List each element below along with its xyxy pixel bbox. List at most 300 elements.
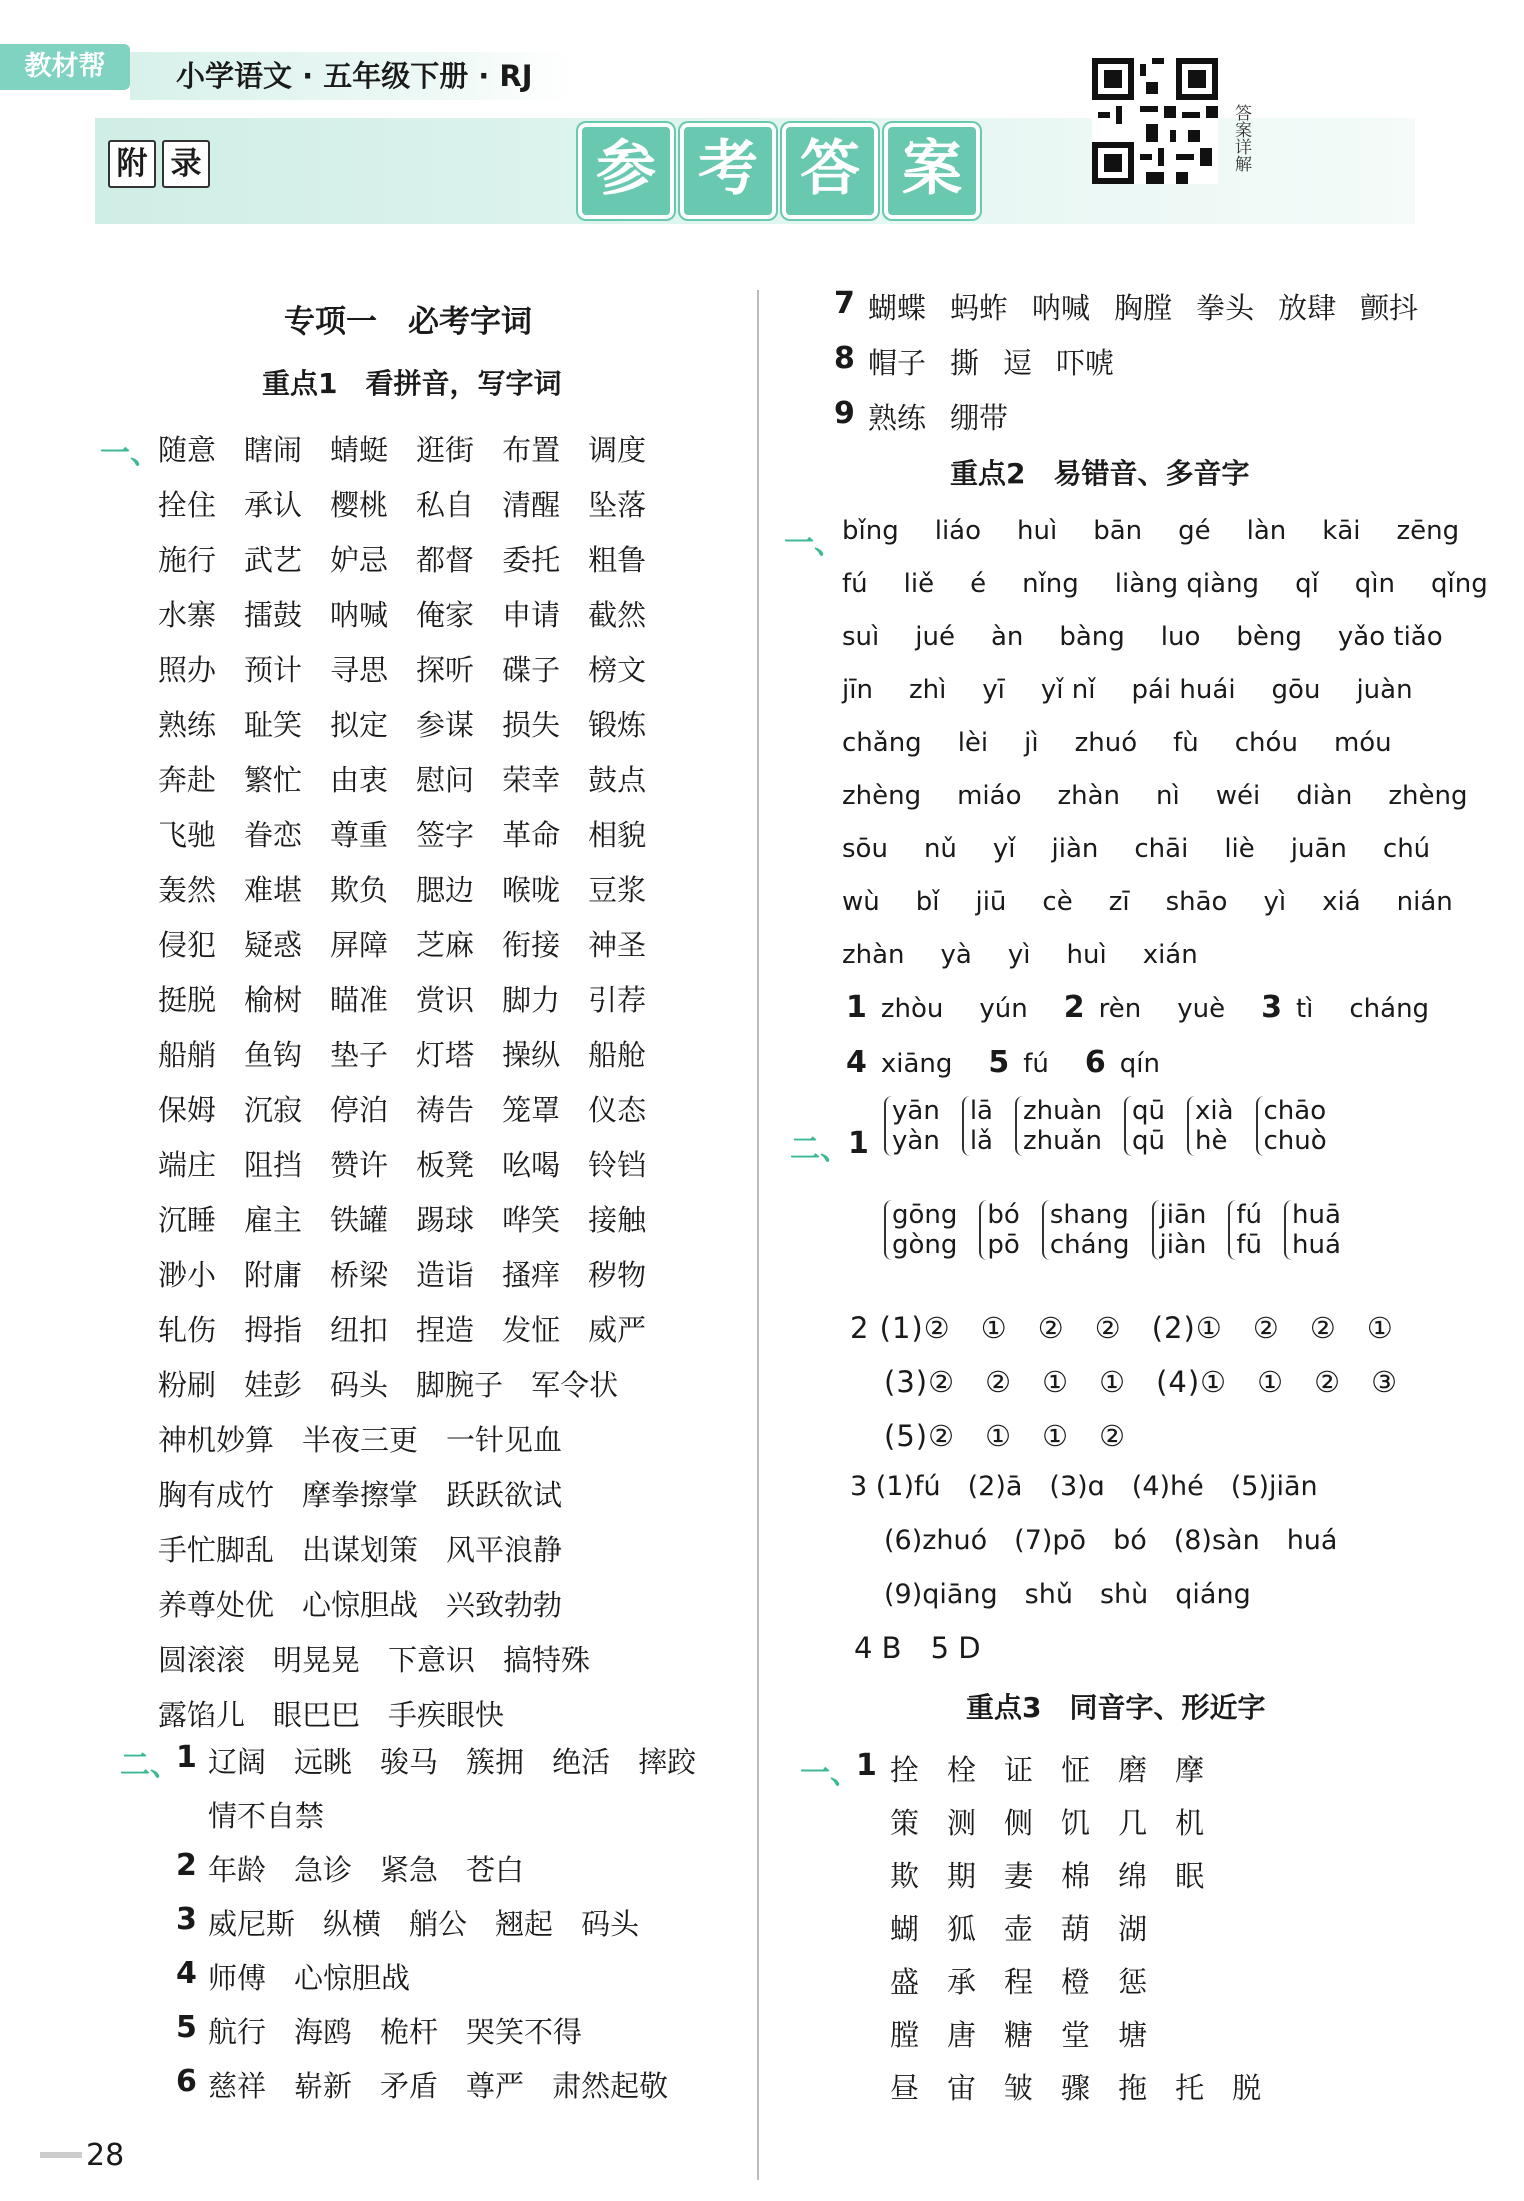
answer-word: 施行 — [158, 543, 217, 577]
reading-top: gōng — [892, 1200, 958, 1230]
pinyin-answer: nǐng — [1022, 569, 1079, 599]
pinyin-answer: nián — [1396, 887, 1453, 917]
appendix-char: 附 — [108, 140, 156, 188]
question-number: 3 — [176, 1902, 197, 1937]
answer-word: 樱桃 — [330, 488, 389, 522]
answer-word: 尊严 — [466, 2069, 525, 2103]
answer-line: (9)qiāng shǔ shù qiáng — [884, 1579, 1251, 1610]
pinyin-answer: chú — [1382, 834, 1431, 864]
pinyin-row — [842, 569, 1524, 599]
brace-pair — [1152, 1200, 1207, 1260]
answer-word: 都督 — [416, 543, 475, 577]
answer-word: 武艺 — [244, 543, 303, 577]
answer-word: 纽扣 — [330, 1313, 389, 1347]
answer-word: 绷带 — [950, 401, 1009, 435]
pinyin-answer: nì — [1156, 781, 1180, 811]
pinyin-answer: huì — [1017, 516, 1058, 546]
polyphone-brace — [1228, 1200, 1262, 1260]
answer-word: 侵犯 — [158, 928, 217, 962]
part-label: 二、 — [790, 1132, 850, 1167]
answer-word: 呐喊 — [330, 598, 389, 632]
pinyin-answer: fú — [1023, 1049, 1049, 1079]
answer-word: 沉睡 — [158, 1203, 217, 1237]
answer-word: 心惊胆战 — [302, 1588, 419, 1622]
polyphone-brace — [1124, 1096, 1165, 1156]
pinyin-answer: sōu — [842, 834, 888, 864]
qr-caption: 答案详解 — [1231, 104, 1251, 172]
polyphone-brace — [1015, 1096, 1102, 1156]
pinyin-row — [842, 940, 1234, 970]
answer-char: 测 — [947, 1806, 977, 1840]
polyphone-brace — [1256, 1096, 1327, 1156]
answer-word: 吆喝 — [502, 1148, 561, 1182]
answer-word: 调度 — [588, 433, 647, 467]
pinyin-answer: zhì — [908, 675, 947, 705]
answer-word: 纵横 — [323, 1907, 382, 1941]
answer-char: 磨 — [1118, 1753, 1148, 1787]
word-row — [158, 868, 674, 909]
pinyin-answer: huì — [1066, 940, 1107, 970]
answer-word: 娃彭 — [244, 1368, 303, 1402]
answer-word: 疑惑 — [244, 928, 303, 962]
part-label: 二、 — [120, 1748, 180, 1783]
reading-bottom: jiàn — [1159, 1230, 1207, 1260]
answer-word: 仪态 — [588, 1093, 647, 1127]
reading-bottom: chuò — [1263, 1126, 1327, 1156]
answer-word: 蚂蚱 — [950, 291, 1009, 325]
pinyin-answer: jīn — [842, 675, 873, 705]
brace-pair — [1042, 1200, 1130, 1260]
pinyin-answer: qín — [1119, 1049, 1161, 1079]
question-number: 7 — [834, 286, 855, 321]
answer-word: 俺家 — [416, 598, 475, 632]
title-char: 案 — [884, 123, 980, 219]
question-number: 4 — [846, 1045, 867, 1080]
answer-word: 妒忌 — [330, 543, 389, 577]
pinyin-answer: diàn — [1296, 781, 1353, 811]
polyphone-brace — [884, 1200, 957, 1260]
pinyin-answer: yī — [982, 675, 1005, 705]
answer-word: 踢球 — [416, 1203, 475, 1237]
reading-top: xià — [1194, 1096, 1234, 1126]
answer-word: 桅杆 — [380, 2015, 439, 2049]
part-label: 一、 — [800, 1756, 860, 1791]
answer-word: 铁罐 — [330, 1203, 389, 1237]
word-row — [158, 648, 674, 689]
pinyin-answer: rèn — [1098, 994, 1142, 1024]
answer-word: 师傅 — [208, 1961, 267, 1995]
word-row — [158, 1638, 618, 1679]
pinyin-answer: zhèng — [1388, 781, 1468, 811]
pinyin-row — [846, 1045, 1196, 1080]
pinyin-answer: yǐ nǐ — [1040, 675, 1096, 705]
answer-word: 腮边 — [416, 873, 475, 907]
answer-word: 预计 — [244, 653, 303, 687]
pinyin-answer: jiàn — [1051, 834, 1099, 864]
question-number: 4 — [176, 1956, 197, 1991]
answer-char: 承 — [947, 1965, 977, 1999]
answer-word: 情不自禁 — [208, 1799, 325, 1833]
answer-word: 耻笑 — [244, 708, 303, 742]
pinyin-answer: xiāng — [880, 1049, 953, 1079]
brace-pair — [1015, 1096, 1102, 1156]
answer-word: 慰问 — [416, 763, 475, 797]
answer-word: 荣幸 — [502, 763, 561, 797]
pinyin-answer: zhuó — [1074, 728, 1138, 758]
word-row — [158, 1143, 674, 1184]
answer-word: 碟子 — [502, 653, 561, 687]
char-row — [890, 1960, 1175, 2001]
answer-word: 随意 — [158, 433, 217, 467]
answer-word: 锻炼 — [588, 708, 647, 742]
reading-bottom: huá — [1292, 1230, 1341, 1260]
answer-word: 相貌 — [588, 818, 647, 852]
answer-char: 塘 — [1118, 2018, 1148, 2052]
answer-line: (3)② ② ① ① (4)① ① ② ③ — [884, 1365, 1399, 1399]
pinyin-answer: àn — [990, 622, 1024, 652]
pinyin-answer: yǎo tiǎo — [1337, 622, 1443, 652]
pinyin-answer: liè — [1224, 834, 1255, 864]
reading-top: yān — [892, 1096, 940, 1126]
reading-bottom: zhuǎn — [1022, 1126, 1102, 1156]
reading-top: jiān — [1159, 1200, 1207, 1230]
answer-word: 操纵 — [502, 1038, 561, 1072]
answer-word: 粗鲁 — [588, 543, 647, 577]
word-row — [158, 483, 674, 524]
word-row — [158, 428, 674, 469]
answer-word: 撕 — [950, 346, 980, 380]
pinyin-answer: zhòu — [880, 994, 944, 1024]
reading-top: qū — [1131, 1096, 1165, 1126]
answer-word: 艄公 — [409, 1907, 468, 1941]
pinyin-answer: bèng — [1236, 622, 1302, 652]
pinyin-answer: cè — [1042, 887, 1073, 917]
word-row — [158, 1363, 646, 1404]
answer-word: 端庄 — [158, 1148, 217, 1182]
reading-top: bó — [987, 1200, 1020, 1230]
polyphone-brace — [1284, 1200, 1341, 1260]
brace-group-row — [884, 1200, 1363, 1260]
answer-word: 铃铛 — [588, 1148, 647, 1182]
answer-word: 挺脱 — [158, 983, 217, 1017]
answer-word: 灯塔 — [416, 1038, 475, 1072]
word-row — [158, 1473, 590, 1514]
answer-word: 尊重 — [330, 818, 389, 852]
answer-word: 养尊处优 — [158, 1588, 275, 1622]
reading-bottom: gòng — [892, 1230, 958, 1260]
reading-top: fú — [1236, 1200, 1263, 1230]
pinyin-answer: fú — [842, 569, 868, 599]
reading-bottom: fū — [1236, 1230, 1263, 1260]
answer-char: 昼 — [890, 2071, 920, 2105]
answer-char: 棉 — [1061, 1859, 1091, 1893]
pinyin-answer: wéi — [1215, 781, 1261, 811]
answer-word: 奔赴 — [158, 763, 217, 797]
answer-word: 榆树 — [244, 983, 303, 1017]
answer-char: 拖 — [1118, 2071, 1148, 2105]
answer-word: 探听 — [416, 653, 475, 687]
answer-word: 布置 — [502, 433, 561, 467]
brace-pair — [884, 1200, 957, 1260]
brace-group-row — [884, 1096, 1349, 1156]
page-number: 28 — [86, 2138, 125, 2173]
answer-word: 飞驰 — [158, 818, 217, 852]
answer-word: 粉刷 — [158, 1368, 217, 1402]
word-row — [158, 1033, 674, 1074]
word-row — [158, 758, 674, 799]
pinyin-answer: jiū — [975, 887, 1007, 917]
polyphone-brace — [1042, 1200, 1130, 1260]
answer-word: 圆滚滚 — [158, 1643, 246, 1677]
pinyin-answer: yuè — [1177, 994, 1226, 1024]
answer-word: 骏马 — [380, 1745, 439, 1779]
pinyin-answer: qìn — [1354, 569, 1396, 599]
pinyin-answer: yǐ — [992, 834, 1016, 864]
pinyin-answer: é — [970, 569, 987, 599]
answer-word: 紧急 — [380, 1853, 439, 1887]
answer-word: 造诣 — [416, 1258, 475, 1292]
pinyin-answer: zēng — [1396, 516, 1460, 546]
answer-char: 骤 — [1061, 2071, 1091, 2105]
answer-char: 葫 — [1061, 1912, 1091, 1946]
answer-word: 瞄准 — [330, 983, 389, 1017]
pinyin-answer: yà — [940, 940, 972, 970]
question-number: 8 — [834, 341, 855, 376]
answer-word: 哭笑不得 — [466, 2015, 583, 2049]
answer-word: 参谋 — [416, 708, 475, 742]
answer-word: 水寨 — [158, 598, 217, 632]
answer-word: 吓唬 — [1056, 346, 1115, 380]
qr-code-icon — [1092, 58, 1218, 184]
answer-word: 眷恋 — [244, 818, 303, 852]
part-label: 一、 — [100, 436, 160, 471]
pinyin-row — [842, 834, 1466, 864]
answer-word: 接触 — [588, 1203, 647, 1237]
answer-word: 损失 — [502, 708, 561, 742]
pinyin-answer: fù — [1173, 728, 1199, 758]
answer-line: (6)zhuó (7)pō bó (8)sàn huá — [884, 1525, 1338, 1556]
answer-word: 蝴蝶 — [868, 291, 927, 325]
word-row — [158, 1088, 674, 1129]
word-row — [208, 1848, 552, 1889]
pinyin-answer: xiá — [1322, 887, 1361, 917]
answer-word: 赏识 — [416, 983, 475, 1017]
column-divider — [757, 290, 759, 2180]
answer-word: 难堪 — [244, 873, 303, 907]
pinyin-answer: yì — [1263, 887, 1287, 917]
pinyin-answer: qǐng — [1431, 569, 1488, 599]
title-char: 考 — [680, 123, 776, 219]
answer-char: 蝴 — [890, 1912, 920, 1946]
polyphone-brace — [962, 1096, 993, 1156]
char-row — [890, 1907, 1175, 1948]
pinyin-answer: bǐng — [842, 516, 899, 546]
pinyin-answer: xián — [1142, 940, 1198, 970]
pinyin-answer: shāo — [1165, 887, 1228, 917]
answer-word: 摩拳擦掌 — [302, 1478, 419, 1512]
brace-pair — [1187, 1096, 1234, 1156]
pinyin-answer: juàn — [1356, 675, 1413, 705]
answer-word: 熟练 — [868, 401, 927, 435]
answer-word: 照办 — [158, 653, 217, 687]
answer-word: 承认 — [244, 488, 303, 522]
answer-char: 机 — [1175, 1806, 1205, 1840]
answer-line: 3 (1)fú (2)ā (3)ɑ (4)hé (5)jiān — [850, 1471, 1318, 1502]
pinyin-answer: liě — [903, 569, 935, 599]
answer-word: 豆浆 — [588, 873, 647, 907]
pinyin-answer: qǐ — [1295, 569, 1319, 599]
pinyin-answer: suì — [842, 622, 880, 652]
answer-word: 欺负 — [330, 873, 389, 907]
pinyin-answer: kāi — [1322, 516, 1361, 546]
answer-word: 呐喊 — [1032, 291, 1091, 325]
answer-word: 风平浪静 — [446, 1533, 563, 1567]
answer-word: 轰然 — [158, 873, 217, 907]
pinyin-answer: nǔ — [923, 834, 957, 864]
char-row — [890, 1748, 1232, 1789]
word-row — [158, 1583, 590, 1624]
answer-char: 托 — [1175, 2071, 1205, 2105]
brace-pair — [884, 1096, 940, 1156]
answer-word: 衔接 — [502, 928, 561, 962]
answer-word: 船艄 — [158, 1038, 217, 1072]
word-row — [158, 1308, 674, 1349]
word-row — [208, 1740, 724, 1781]
pinyin-answer: juān — [1290, 834, 1347, 864]
subsection-title-2: 重点2 易错音、多音字 — [950, 457, 1250, 490]
answer-word: 放肆 — [1278, 291, 1337, 325]
page-header — [0, 0, 1464, 230]
answer-word: 喉咙 — [502, 873, 561, 907]
pinyin-answer: zhèng — [842, 781, 922, 811]
answer-word: 捏造 — [416, 1313, 475, 1347]
answer-word: 鱼钩 — [244, 1038, 303, 1072]
qr-code[interactable] — [1092, 58, 1218, 184]
answer-word: 渺小 — [158, 1258, 217, 1292]
answer-word: 繁忙 — [244, 763, 303, 797]
answer-word: 拳头 — [1196, 291, 1255, 325]
answer-word: 蜻蜓 — [330, 433, 389, 467]
word-row — [868, 396, 1032, 437]
answer-word: 轧伤 — [158, 1313, 217, 1347]
pinyin-answer: chāi — [1134, 834, 1189, 864]
answer-word: 委托 — [502, 543, 561, 577]
answer-word: 脚力 — [502, 983, 561, 1017]
answer-word: 肃然起敬 — [552, 2069, 669, 2103]
reading-top: huā — [1292, 1200, 1341, 1230]
answer-word: 截然 — [588, 598, 647, 632]
pinyin-answer: jì — [1024, 728, 1039, 758]
pinyin-answer: zhàn — [842, 940, 905, 970]
subsection-title-3: 重点3 同音字、形近字 — [966, 1691, 1266, 1724]
reading-top: chāo — [1263, 1096, 1327, 1126]
polyphone-brace — [884, 1096, 940, 1156]
answer-word: 摔跤 — [638, 1745, 697, 1779]
answer-word: 寻思 — [330, 653, 389, 687]
answer-word: 码头 — [330, 1368, 389, 1402]
pinyin-answer: bǐ — [915, 887, 940, 917]
answer-word: 榜文 — [588, 653, 647, 687]
answer-key-title — [578, 123, 986, 219]
answer-word: 慈祥 — [208, 2069, 267, 2103]
char-row — [890, 1801, 1232, 1842]
char-row — [890, 1854, 1232, 1895]
brace-pair — [1284, 1200, 1341, 1260]
reading-top: lā — [969, 1096, 993, 1126]
answer-word: 芝麻 — [416, 928, 475, 962]
word-row — [208, 1956, 438, 1997]
pinyin-answer: cháng — [1349, 994, 1430, 1024]
answer-char: 皱 — [1004, 2071, 1034, 2105]
pinyin-answer: zī — [1108, 887, 1130, 917]
reading-top: zhuàn — [1022, 1096, 1102, 1126]
answer-word: 逗 — [1003, 346, 1033, 380]
answer-word: 手疾眼快 — [388, 1698, 505, 1732]
answer-word: 鼓点 — [588, 763, 647, 797]
answer-word: 桥梁 — [330, 1258, 389, 1292]
answer-word: 矛盾 — [380, 2069, 439, 2103]
answer-word: 逛街 — [416, 433, 475, 467]
question-number: 5 — [988, 1045, 1010, 1080]
answer-word: 露馅儿 — [158, 1698, 246, 1732]
answer-word: 半夜三更 — [302, 1423, 419, 1457]
part-label: 一、 — [784, 526, 844, 561]
word-row — [208, 2064, 696, 2105]
answer-word: 沉寂 — [244, 1093, 303, 1127]
pinyin-answer: chóu — [1234, 728, 1298, 758]
answer-word: 秽物 — [588, 1258, 647, 1292]
answer-word: 擂鼓 — [244, 598, 303, 632]
pinyin-answer: jué — [915, 622, 955, 652]
question-number: 1 — [848, 1126, 869, 1161]
answer-word: 出谋划策 — [302, 1533, 419, 1567]
polyphone-brace — [1152, 1200, 1207, 1260]
answer-word: 手忙脚乱 — [158, 1533, 275, 1567]
word-row — [868, 341, 1138, 382]
pinyin-answer: pái huái — [1131, 675, 1236, 705]
answer-char: 几 — [1118, 1806, 1148, 1840]
pinyin-answer: gé — [1178, 516, 1211, 546]
brace-pair — [962, 1096, 993, 1156]
pinyin-answer: tì — [1295, 994, 1314, 1024]
answer-word: 年龄 — [208, 1853, 267, 1887]
answer-word: 苍白 — [466, 1853, 525, 1887]
answer-char: 橙 — [1061, 1965, 1091, 1999]
reading-top: shang — [1049, 1200, 1129, 1230]
book-title: 小学语文 · 五年级下册 · RJ — [130, 52, 573, 100]
answer-char: 惩 — [1118, 1965, 1148, 1999]
reading-bottom: pō — [987, 1230, 1020, 1260]
answer-word: 雇主 — [244, 1203, 303, 1237]
brace-pair — [979, 1200, 1019, 1260]
answer-word: 坠落 — [588, 488, 647, 522]
answer-word: 军令状 — [531, 1368, 619, 1402]
answer-word: 停泊 — [330, 1093, 389, 1127]
pinyin-answer: gōu — [1271, 675, 1321, 705]
pinyin-row — [842, 622, 1479, 652]
answer-word: 拴住 — [158, 488, 217, 522]
answer-word: 明晃晃 — [273, 1643, 361, 1677]
pinyin-answer: chǎng — [842, 728, 922, 758]
pinyin-row — [842, 728, 1428, 758]
question-number: 6 — [176, 2064, 197, 2099]
word-row — [158, 1198, 674, 1239]
answer-char: 绵 — [1118, 1859, 1148, 1893]
answer-char: 盛 — [890, 1965, 920, 1999]
word-row — [208, 1902, 667, 1943]
answer-word: 签字 — [416, 818, 475, 852]
answer-word: 革命 — [502, 818, 561, 852]
